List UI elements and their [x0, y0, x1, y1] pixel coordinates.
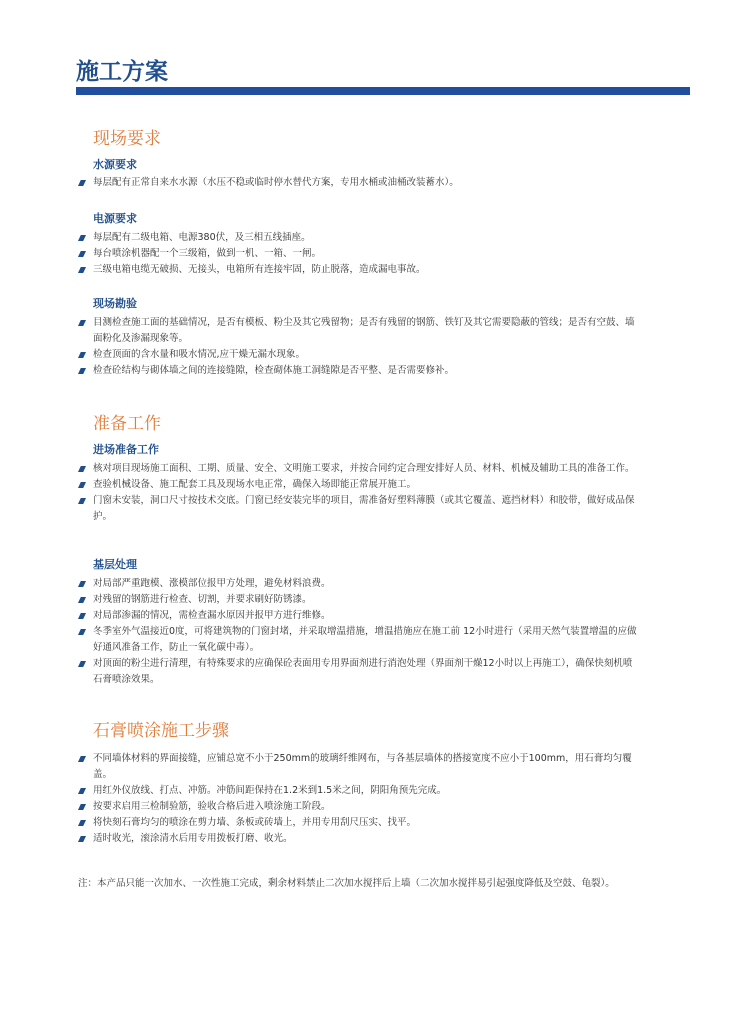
list-item: 不同墙体材料的界面接缝，应铺总宽不小于250mm的玻璃纤维网布，与各基层墙体的搭接宽度不应小于100mm，用石膏均匀覆盖。 — [78, 751, 638, 783]
footnote: 注：本产品只能一次加水、一次性施工完成，剩余材料禁止二次加水搅拌后上墙（二次加水搅拌易引起强度降低及空鼓、龟裂）。 — [78, 878, 615, 889]
bullet-icon — [78, 482, 86, 488]
page-title: 施工方案 — [76, 59, 168, 85]
bullet-icon — [78, 629, 86, 635]
bullet-icon — [78, 820, 86, 826]
bullet-icon — [78, 581, 86, 587]
section-title-site-requirements: 现场要求 — [93, 129, 161, 149]
section-title-preparation: 准备工作 — [93, 414, 161, 434]
water-requirements-list — [78, 175, 638, 191]
site-entry-list — [78, 461, 638, 525]
bullet-icon — [78, 804, 86, 810]
bullet-icon — [78, 352, 86, 358]
subsection-title-site-entry: 进场准备工作 — [93, 443, 159, 456]
bullet-icon — [78, 756, 86, 762]
subsection-title-survey: 现场勘验 — [93, 297, 137, 310]
list-item: 对顶面的粉尘进行清理，有特殊要求的应确保砼表面用专用界面剂进行消泡处理（界面剂干燥12小时以上再施工），确保快刻机喷石膏喷涂效果。 — [78, 656, 638, 688]
bullet-icon — [78, 597, 86, 603]
list-item: 按要求启用三检制验筋，验收合格后进入喷涂施工阶段。 — [78, 799, 638, 815]
list-item: 对残留的钢筋进行检查、切割，并要求刷好防锈漆。 — [78, 592, 638, 608]
list-item: 冬季室外气温接近0度，可将建筑物的门窗封堵，并采取增温措施，增温措施应在施工前 12小时进行（采用天然气装置增温的应做好通风准备工作，防止一氧化碳中毒）。 — [78, 624, 638, 656]
bullet-icon — [78, 320, 86, 326]
bullet-icon — [78, 498, 86, 504]
list-item: 每层配有正常自来水水源（水压不稳或临时停水替代方案，专用水桶或油桶改装蓄水）。 — [78, 175, 638, 191]
list-item: 核对项目现场施工面积、工期、质量、安全、文明施工要求，并按合同约定合理安排好人员、材料、机械及辅助工具的准备工作。 — [78, 461, 638, 477]
list-item: 每台喷涂机器配一个三级箱，做到一机、一箱、一闸。 — [78, 246, 638, 262]
bullet-icon — [78, 251, 86, 257]
list-item: 检查顶面的含水量和吸水情况,应干燥无漏水现象。 — [78, 347, 638, 363]
bullet-icon — [78, 368, 86, 374]
list-item: 对局部严重跑模、涨模部位报甲方处理，避免材料浪费。 — [78, 576, 638, 592]
subsection-title-base-treatment: 基层处理 — [93, 558, 137, 571]
list-item: 门窗未安装，洞口尺寸按技术交底。门窗已经安装完毕的项目，需准备好塑料薄膜（或其它覆盖、遮挡材料）和胶带，做好成品保护。 — [78, 493, 638, 525]
bullet-icon — [78, 661, 86, 667]
title-bar — [76, 87, 690, 95]
list-item: 目测检查施工面的基础情况，是否有模板、粉尘及其它残留物；是否有残留的钢筋、铁钉及其它需要隐蔽的管线；是否有空鼓、墙面粉化及渗漏现象等。 — [78, 315, 638, 347]
list-item: 三级电箱电缆无破损、无接头，电箱所有连接牢固，防止脱落，造成漏电事故。 — [78, 262, 638, 278]
list-item: 用红外仪放线、打点、冲筋。冲筋间距保持在1.2米到1.5米之间，阴阳角预先完成。 — [78, 783, 638, 799]
list-item: 查验机械设备、施工配套工具及现场水电正常，确保入场即能正常展开施工。 — [78, 477, 638, 493]
list-item: 将快刻石膏均匀的喷涂在剪力墙、条板或砖墙上，并用专用刮尺压实、找平。 — [78, 815, 638, 831]
power-requirements-list — [78, 230, 638, 278]
bullet-icon — [78, 267, 86, 273]
bullet-icon — [78, 466, 86, 472]
subsection-title-water: 水源要求 — [93, 158, 137, 171]
bullet-icon — [78, 836, 86, 842]
list-item: 对局部渗漏的情况，需检查漏水原因并报甲方进行维修。 — [78, 608, 638, 624]
bullet-icon — [78, 788, 86, 794]
spraying-steps-list — [78, 751, 638, 847]
list-item: 每层配有二级电箱、电源380伏，及三相五线插座。 — [78, 230, 638, 246]
section-title-gypsum-spraying-steps: 石膏喷涂施工步骤 — [93, 721, 229, 741]
bullet-icon — [78, 613, 86, 619]
subsection-title-power: 电源要求 — [93, 212, 137, 225]
list-item: 适时收光，滚涂清水后用专用拨板打磨、收光。 — [78, 831, 638, 847]
survey-list — [78, 315, 638, 379]
base-treatment-list — [78, 576, 638, 688]
bullet-icon — [78, 180, 86, 186]
bullet-icon — [78, 235, 86, 241]
list-item: 检查砼结构与砌体墙之间的连接缝隙，检查砌体施工洞缝隙是否平整、是否需要修补。 — [78, 363, 638, 379]
